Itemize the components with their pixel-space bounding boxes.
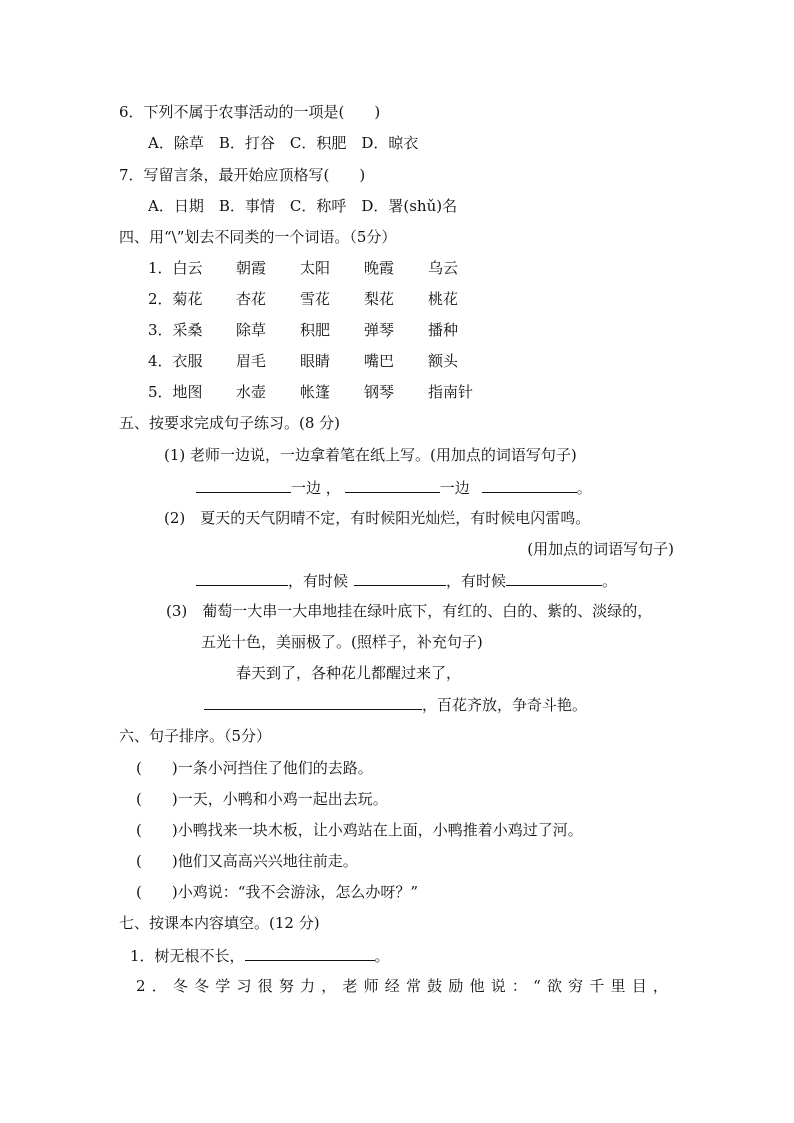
char: 目 (631, 977, 647, 995)
char: 千 (589, 977, 605, 995)
word-cell: 嘴巴 (364, 352, 395, 370)
order-item: ( )他们又高高兴兴地往前走。 (136, 852, 358, 870)
char: ． (151, 977, 167, 995)
word-cell: 指南针 (428, 383, 474, 401)
char: 力 (300, 977, 316, 995)
word-cell: 2．菊花 (148, 290, 203, 308)
word-cell: 帐篷 (300, 383, 331, 401)
fill-question-1 (130, 945, 390, 966)
word-cell: 太阳 (300, 259, 331, 277)
order-item: ( )一条小河挡住了他们的去路。 (136, 759, 373, 777)
char: 他 (469, 977, 485, 995)
answer-blank[interactable] (204, 694, 422, 710)
sentence-3-prompt: (3) 葡萄一大串一大串地挂在绿叶底下，有红的、白的、紫的、淡绿的， (166, 602, 653, 620)
char: 励 (448, 977, 464, 995)
char: ， (652, 977, 668, 995)
word-cell: 5．地图 (148, 383, 203, 401)
word-cell: 播种 (428, 321, 459, 339)
char: 常 (405, 977, 421, 995)
answer-text: 一边 (439, 479, 470, 497)
answer-text: ，百花齐放，争奇斗艳。 (422, 696, 588, 714)
char: 说 (490, 977, 506, 995)
answer-blank[interactable] (196, 477, 291, 493)
char: 欲 (546, 977, 562, 995)
word-cell: 3．采桑 (148, 321, 203, 339)
char: 冬 (172, 977, 188, 995)
question-7-options: A．日期 B．事情 C．称呼 D．署(shǔ)名 (148, 197, 458, 215)
sentence-2-prompt: (2) 夏天的天气阴晴不定，有时候阳光灿烂，有时候电闪雷鸣。 (164, 509, 591, 527)
sentence-3-example: 春天到了，各种花儿都醒过来了， (236, 664, 462, 682)
section-6-title: 六、句子排序。（5分） (119, 727, 272, 745)
word-cell: 梨花 (364, 290, 395, 308)
char: ， (321, 977, 337, 995)
sentence-2-note: (用加点的词语写句子) (527, 540, 674, 558)
char: 穷 (568, 977, 584, 995)
answer-blank[interactable] (354, 570, 446, 586)
word-cell: 1．白云 (148, 259, 203, 277)
char: 里 (610, 977, 626, 995)
question-text: 。 (374, 947, 390, 965)
section-5-title: 五、按要求完成句子练习。(8 分) (119, 414, 341, 432)
question-6-options: A．除草 B．打谷 C．积肥 D．晾衣 (148, 134, 419, 152)
char: ： (511, 977, 527, 995)
word-cell: 额头 (428, 352, 459, 370)
char: “ (533, 977, 541, 995)
char: 努 (278, 977, 294, 995)
word-cell: 除草 (236, 321, 267, 339)
answer-blank[interactable] (196, 570, 288, 586)
char: 很 (257, 977, 273, 995)
word-cell: 杏花 (236, 290, 267, 308)
order-item: ( )一天，小鸭和小鸡一起出去玩。 (136, 790, 388, 808)
sentence-2-answer (196, 570, 617, 591)
answer-blank[interactable] (482, 477, 577, 493)
word-cell: 弹琴 (364, 321, 395, 339)
section-7-title: 七、按课本内容填空。(12 分) (119, 914, 320, 932)
word-cell: 钢琴 (364, 383, 395, 401)
word-cell: 桃花 (428, 290, 459, 308)
word-cell: 眼睛 (300, 352, 331, 370)
word-cell: 水壶 (236, 383, 267, 401)
char: 经 (384, 977, 400, 995)
sentence-1-answer (196, 477, 592, 498)
answer-text: ，有时候 (446, 572, 507, 590)
answer-blank[interactable] (506, 570, 602, 586)
word-cell: 积肥 (300, 321, 331, 339)
word-cell: 4．衣服 (148, 352, 203, 370)
word-cell: 乌云 (428, 259, 459, 277)
question-6: 6．下列不属于农事活动的一项是( ) (119, 103, 381, 121)
char: 2 (136, 977, 146, 995)
char: 师 (363, 977, 379, 995)
question-text: 1．树无根不长， (130, 947, 245, 965)
answer-text: 。 (602, 572, 618, 590)
char: 冬 (194, 977, 210, 995)
word-cell: 晚霞 (364, 259, 395, 277)
answer-blank[interactable] (245, 945, 375, 961)
word-cell: 朝霞 (236, 259, 267, 277)
answer-blank[interactable] (345, 477, 440, 493)
fill-question-2 (136, 976, 668, 996)
question-7: 7．写留言条，最开始应顶格写( ) (119, 166, 366, 184)
answer-text: 。 (576, 479, 592, 497)
char: 鼓 (427, 977, 443, 995)
section-4-title: 四、用“\”划去不同类的一个词语。（5分） (119, 228, 397, 246)
sentence-3-answer (204, 694, 587, 715)
order-item: ( )小鸡说：“我不会游泳，怎么办呀？” (136, 883, 419, 901)
answer-text: 一边 ， (291, 479, 341, 497)
char: 习 (236, 977, 252, 995)
answer-text: ，有时候 (288, 572, 349, 590)
word-cell: 眉毛 (236, 352, 267, 370)
char: 老 (342, 977, 358, 995)
sentence-3-prompt-cont: 五光十色，美丽极了。(照样子，补充句子) (201, 633, 483, 651)
char: 学 (215, 977, 231, 995)
word-cell: 雪花 (300, 290, 331, 308)
sentence-1-prompt: (1) 老师一边说，一边拿着笔在纸上写。(用加点的词语写句子) (164, 446, 577, 464)
order-item: ( )小鸭找来一块木板，让小鸡站在上面，小鸭推着小鸡过了河。 (136, 821, 583, 839)
